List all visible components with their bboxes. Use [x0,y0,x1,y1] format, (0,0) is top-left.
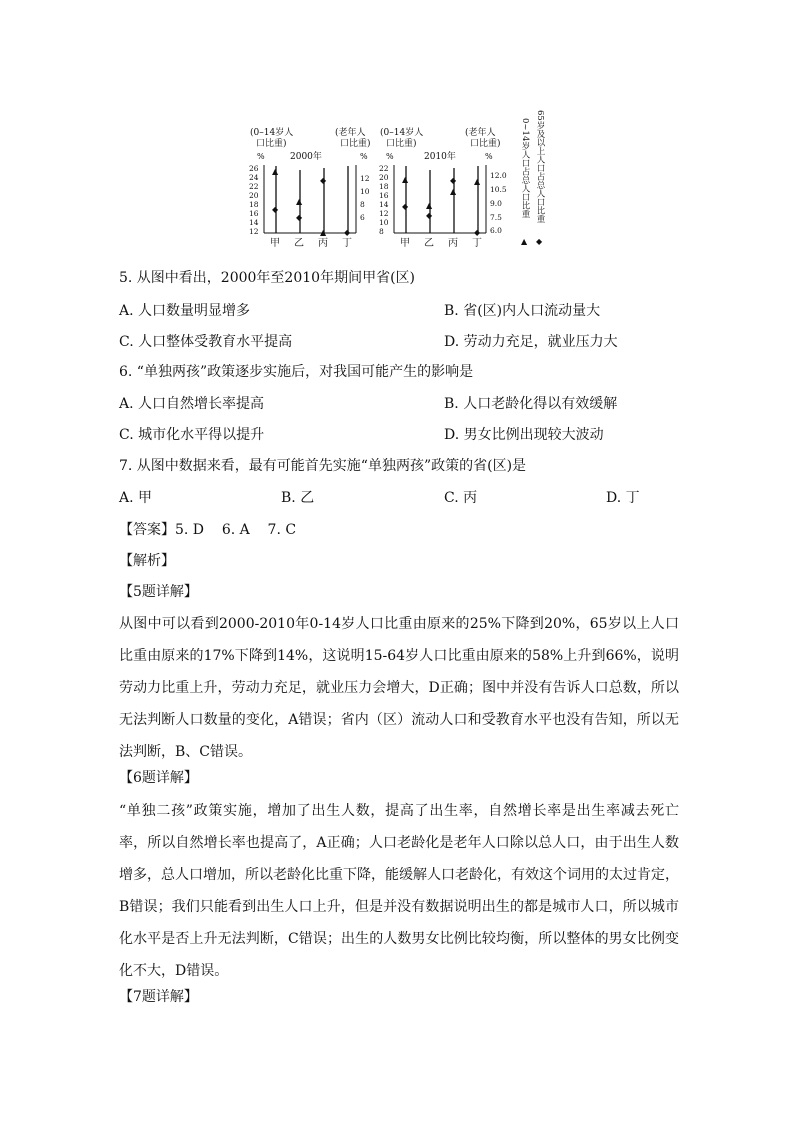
panel2-ding-diamond: ◆ [474,228,481,237]
panel1-right-title-l2: 口比重) [340,139,371,149]
panel2-yi-diamond: ◆ [426,211,433,220]
panel2-jia-diamond: ◆ [402,202,409,211]
panel1-right-title-l1: (老年人 [335,128,366,138]
panel1-right-ticks [360,174,370,222]
panel1-right-tick: 12 [360,174,370,183]
answer-line: 【答案】5. D 6. A 7. C [119,522,297,538]
question-6-option-c: C. 城市化水平得以提升 [119,427,265,443]
q7-detail-title: 【7题详解】 [119,989,198,1005]
population-figure [240,108,560,253]
panel1-left-tick: 16 [249,209,259,218]
panel1-left-tick: 20 [249,191,259,200]
analysis-title: 【解析】 [119,553,175,569]
legend-symbol-1: ▲ [521,237,528,246]
panel1-right-tick: 6 [360,213,365,222]
legend-symbol-2: ◆ [536,237,543,246]
panel1-right-unit: % [360,152,368,161]
panel2-left-tick: 8 [379,227,384,236]
panel1-province-bing: 丙 [318,238,328,249]
panel1-right-tick: 8 [360,200,365,209]
question-7-option-b: B. 乙 [281,490,315,506]
q5-detail-text: 从图中可以看到2000-2010年0-14岁人口比重由原来的25%下降到20%，65岁以上人口比重由原来的17%下降到14%，这说明15-64岁人口比重由原来的58%上升到66%，说明劳动力比重上升，劳动力充足，就业压力会增大，D正确；图中并没有告诉人口总数，所以无法判断人口数量的变化，A错误；省内（区）流动人口和受教育水平也没有告知，所以无法判断，B、C错误。 [119,616,679,760]
question-7-option-c: C. 丙 [444,490,478,506]
panel1-left-title-l1: (0–14岁人 [250,128,294,138]
question-6-option-d: D. 男女比例出现较大波动 [444,427,604,443]
panel1-left-tick: 12 [249,227,259,236]
legend-text-2: 65岁及以上人口占总人口比重 [535,110,545,223]
question-6-stem: 6. “单独两孩”政策逐步实施后，对我国可能产生的影响是 [119,364,474,380]
panel2-left-tick: 16 [379,191,389,200]
panel2-jia-triangle: ▲ [402,175,409,184]
panel1-left-tick: 18 [249,200,259,209]
panel1-province-yi: 乙 [294,238,304,249]
panel2-left-title-l1: (0–14岁人 [380,128,424,138]
panel2-right-title-l2: 口比重) [470,139,501,149]
panel1-jia-diamond: ◆ [272,205,279,214]
question-5-stem: 5. 从图中看出，2000年至2010年期间甲省(区) [119,270,415,286]
panel1-left-ticks [249,164,259,236]
panel2-right-tick: 6.0 [490,226,502,235]
panel2-right-ticks [490,171,507,235]
panel2-right-tick: 12.0 [490,171,507,180]
panel1-left-tick: 22 [249,182,259,191]
question-6-option-a: A. 人口自然增长率提高 [119,396,265,412]
panel1-left-tick: 14 [249,218,259,227]
panel2-right-tick: 9.0 [490,199,502,208]
q5-detail-title: 【5题详解】 [119,584,198,600]
panel2-bing-diamond: ◆ [450,176,457,185]
panel1-province-ding: 丁 [342,238,352,249]
population-chart [240,108,560,253]
panel1-left-tick: 26 [249,164,259,173]
panel2-year: 2010年 [424,152,456,162]
panel2-bing-triangle: ▲ [450,187,457,196]
panel1-yi-diamond: ◆ [296,213,303,222]
legend-text-1: 0~14岁人口占总人口比重 [520,118,530,218]
panel2-left-tick: 18 [379,182,389,191]
panel1-bing-triangle: ▲ [320,228,327,237]
question-7-stem: 7. 从图中数据来看，最有可能首先实施“单独两孩”政策的省(区)是 [119,458,527,474]
question-6-option-b: B. 人口老龄化得以有效缓解 [444,396,618,412]
q6-detail-title: 【6题详解】 [119,770,198,786]
panel2-province-bing: 丙 [448,238,458,249]
panel2-left-tick: 12 [379,209,389,218]
panel2-province-jia: 甲 [400,238,410,249]
panel2-left-tick: 10 [379,218,389,227]
panel2-ding-triangle: ▲ [474,177,481,186]
question-7-option-d: D. 丁 [606,490,640,506]
panel1-left-title-l2: 口比重) [256,139,287,149]
panel2-right-tick: 7.5 [490,213,502,222]
panel2-left-title-l2: 口比重) [386,139,417,149]
panel2-left-unit: % [386,152,394,161]
question-5-option-d: D. 劳动力充足，就业压力大 [444,334,618,350]
panel2-right-title-l1: (老年人 [465,128,496,138]
panel2-yi-triangle: ▲ [426,201,433,210]
panel1-ding-diamond: ◆ [344,228,351,237]
panel1-province-jia: 甲 [270,238,280,249]
panel1-jia-triangle: ▲ [272,167,279,176]
panel2-left-ticks [379,164,389,236]
panel1-bing-diamond: ◆ [320,176,327,185]
panel1-year: 2000年 [290,152,322,162]
question-5-option-c: C. 人口整体受教育水平提高 [119,334,293,350]
panel2-right-unit: % [485,152,493,161]
panel2-province-yi: 乙 [424,238,434,249]
panel2-province-ding: 丁 [472,238,482,249]
panel1-right-tick: 10 [360,187,370,196]
question-5-option-b: B. 省(区)内人口流动量大 [444,303,601,319]
question-5-option-a: A. 人口数量明显增多 [119,303,251,319]
q6-detail-text: “单独二孩”政策实施，增加了出生人数，提高了出生率，自然增长率是出生率减去死亡率，所以自然增长率也提高了，A正确；人口老龄化是老年人口除以总人口，由于出生人数增多，总人口增加，所以老龄化比重下降，能缓解人口老龄化，有效这个词用的太过肯定，B错误；我们只能看到出生人口上升，但是并没有数据说明出生的都是城市人口，所以城市化水平是否上升无法判断，C错误；出生的人数男女比例比较均衡，所以整体的男女比例变化不大，D错误。 [119,803,679,979]
panel2-left-tick: 22 [379,164,389,173]
panel2-right-tick: 10.5 [490,185,507,194]
question-7-option-a: A. 甲 [119,490,153,506]
panel2-left-tick: 14 [379,200,389,209]
panel2-left-tick: 20 [379,173,389,182]
panel1-left-tick: 24 [249,173,259,182]
panel1-left-unit: % [257,152,265,161]
panel1-yi-triangle: ▲ [296,197,303,206]
